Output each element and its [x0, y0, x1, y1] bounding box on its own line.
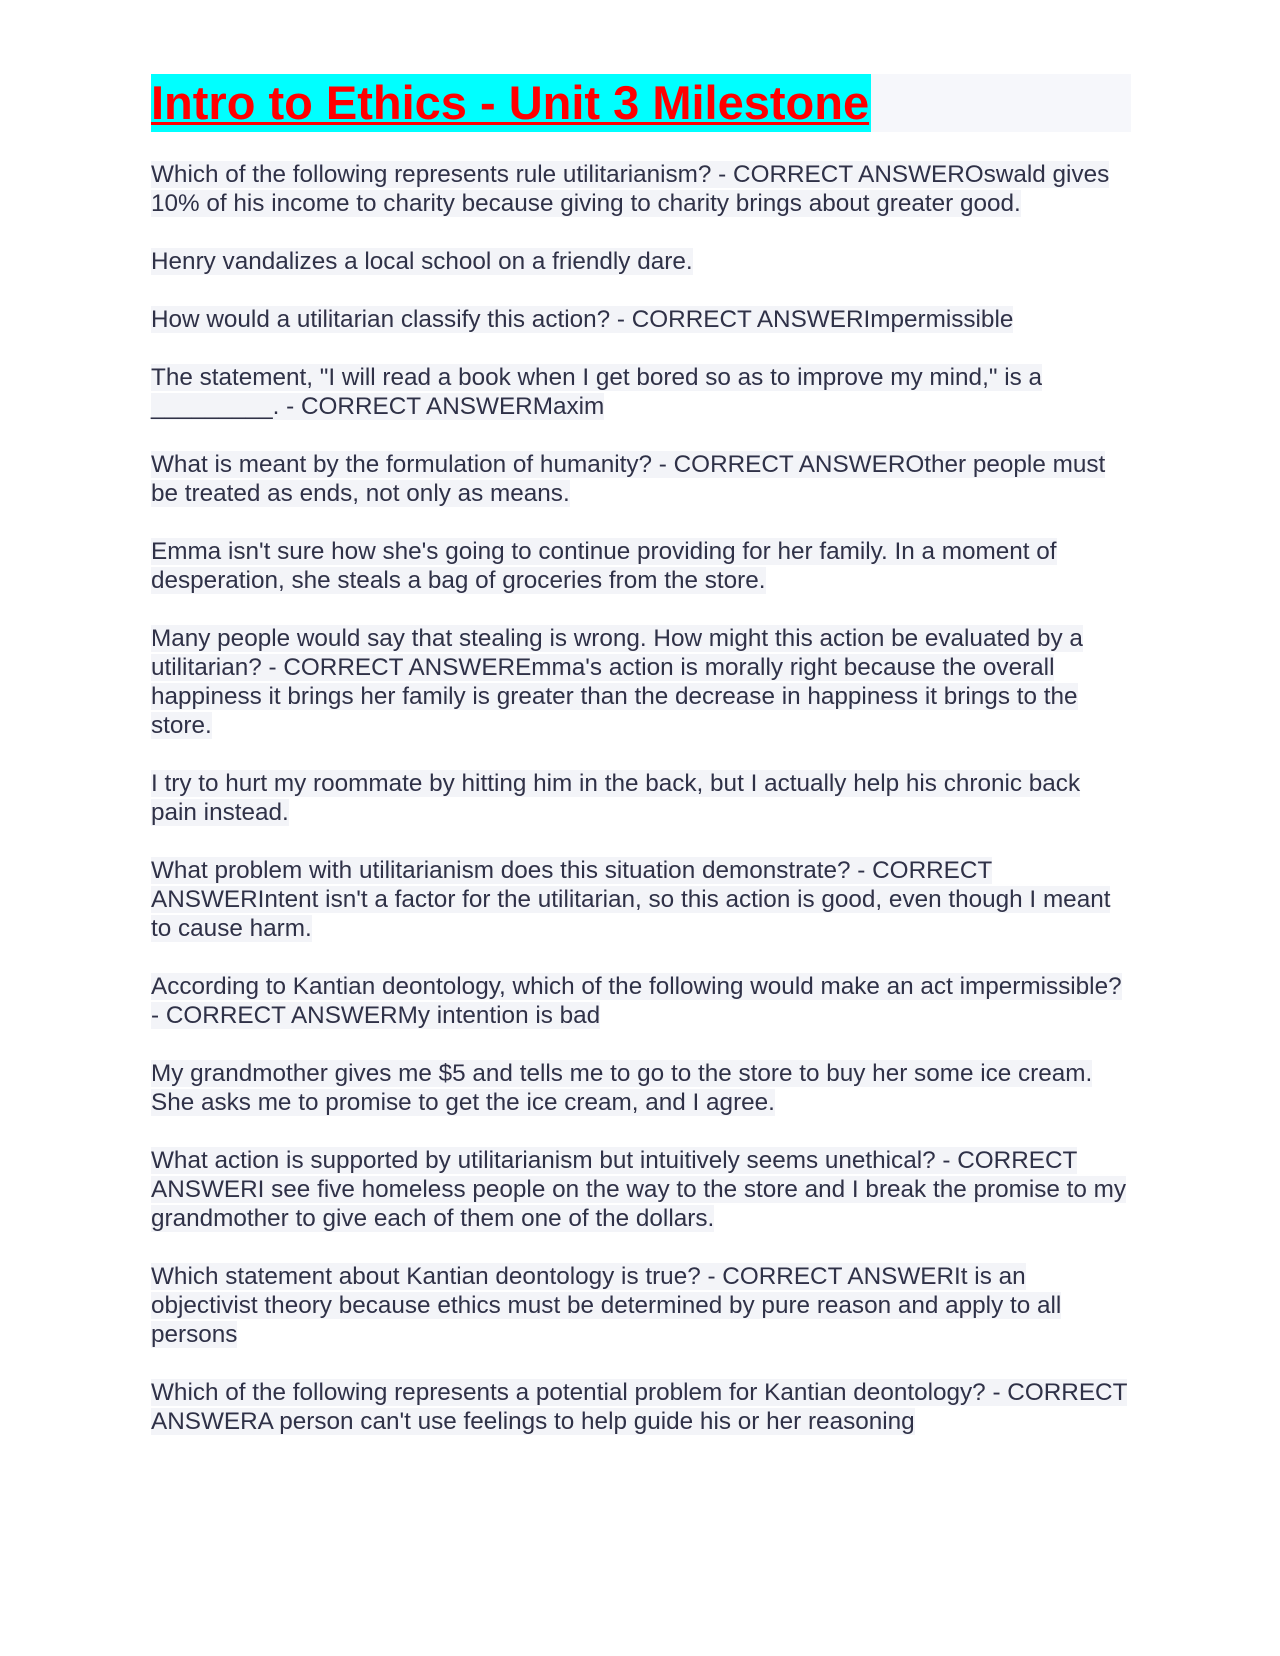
- paragraph-text: Which of the following represents rule utilitarianism? - CORRECT ANSWEROswald gives 10% of his income to charity because giving to charity brings about greater good.: [151, 161, 1110, 217]
- title-row: [151, 74, 1131, 132]
- paragraph: [151, 1059, 1131, 1117]
- document-page: [151, 74, 1131, 1465]
- paragraph-text: According to Kantian deontology, which of the following would make an act impermissible? - CORRECT ANSWERMy intention is bad: [151, 973, 1122, 1029]
- paragraph-text: Henry vandalizes a local school on a friendly dare.: [151, 248, 693, 275]
- paragraph-text: Many people would say that stealing is wrong. How might this action be evaluated by a utilitarian? - CORRECT ANSWEREmma's action is morally right because the overall happiness it brings her family is greater than the decrease in happiness it brings to the store.: [151, 625, 1083, 739]
- paragraph: [151, 160, 1131, 218]
- paragraph-text: What problem with utilitarianism does this situation demonstrate? - CORRECT ANSWERIntent isn't a factor for the utilitarian, so this action is good, even though I meant to cause harm.: [151, 857, 1111, 942]
- paragraph-text: How would a utilitarian classify this action? - CORRECT ANSWERImpermissible: [151, 306, 1014, 333]
- paragraph: [151, 769, 1131, 827]
- paragraph-text: I try to hurt my roommate by hitting him in the back, but I actually help his chronic back pain instead.: [151, 770, 1081, 826]
- paragraph: [151, 1262, 1131, 1349]
- paragraph: [151, 856, 1131, 943]
- paragraph-text: Which of the following represents a potential problem for Kantian deontology? - CORRECT ANSWERA person can't use feelings to help guide his or her reasoning: [151, 1379, 1128, 1435]
- paragraph-text: Which statement about Kantian deontology is true? - CORRECT ANSWERIt is an objectivist theory because ethics must be determined by pure reason and apply to all persons: [151, 1263, 1062, 1348]
- paragraph: [151, 624, 1131, 740]
- paragraph: [151, 1146, 1131, 1233]
- document-title: Intro to Ethics - Unit 3 Milestone: [151, 74, 871, 132]
- paragraph: [151, 247, 1131, 276]
- paragraph: [151, 450, 1131, 508]
- paragraph: [151, 363, 1131, 421]
- paragraph: [151, 537, 1131, 595]
- paragraph-text: The statement, "I will read a book when I get bored so as to improve my mind," is a _________. - CORRECT ANSWERMaxim: [151, 364, 1043, 420]
- paragraph-text: What is meant by the formulation of humanity? - CORRECT ANSWEROther people must be treated as ends, not only as means.: [151, 451, 1106, 507]
- paragraph: [151, 1378, 1131, 1436]
- paragraph-text: Emma isn't sure how she's going to continue providing for her family. In a moment of desperation, she steals a bag of groceries from the store.: [151, 538, 1057, 594]
- paragraph: [151, 305, 1131, 334]
- paragraph-text: What action is supported by utilitarianism but intuitively seems unethical? - CORRECT ANSWERI see five homeless people on the way to the store and I break the promise to my grandmother to give each of them one of the dollars.: [151, 1147, 1127, 1232]
- paragraph-text: My grandmother gives me $5 and tells me to go to the store to buy her some ice cream. She asks me to promise to get the ice cream, and I agree.: [151, 1060, 1093, 1116]
- paragraph: [151, 972, 1131, 1030]
